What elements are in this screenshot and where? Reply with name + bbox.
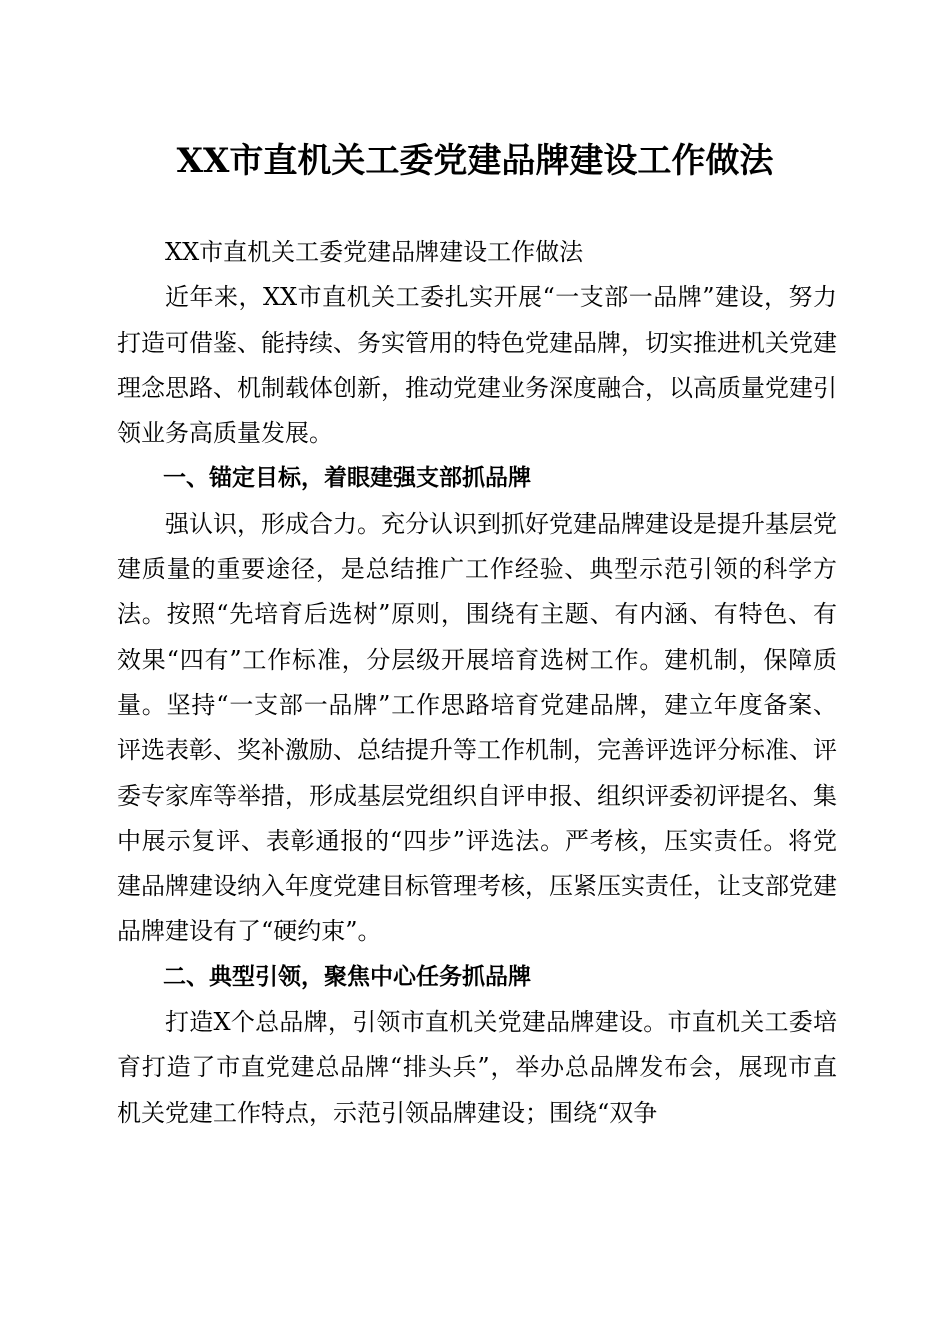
body-paragraph: 打造X个总品牌，引领市直机关党建品牌建设。市直机关工委培育打造了市直党建总品牌“排头兵”，举办总品牌发布会，展现市直机关党建工作特点，示范引领品牌建设；围绕“双争	[117, 1008, 837, 1127]
section-heading: 二、典型引领，聚焦中心任务抓品牌	[163, 963, 531, 990]
section-heading: 一、锚定目标，着眼建强支部抓品牌	[163, 465, 531, 492]
document-body	[117, 230, 837, 1136]
body-paragraph: 近年来，XX市直机关工委扎实开展“一支部一品牌”建设，努力打造可借鉴、能持续、务实管用的特色党建品牌，切实推进机关党建理念思路、机制载体创新，推动党建业务深度融合，以高质量党建引领业务高质量发展。	[117, 283, 837, 448]
document-title: XX市直机关工委党建品牌建设工作做法	[176, 141, 774, 181]
body-paragraph: 强认识，形成合力。充分认识到抓好党建品牌建设是提升基层党建质量的重要途径，是总结推广工作经验、典型示范引领的科学方法。按照“先培育后选树”原则，围绕有主题、有内涵、有特色、有效果“四有”工作标准，分层级开展培育选树工作。建机制，保障质量。坚持“一支部一品牌”工作思路培育党建品牌，建立年度备案、评选表彰、奖补激励、总结提升等工作机制，完善评选评分标准、评委专家库等举措，形成基层党组织自评申报、组织评委初评提名、集中展示复评、表彰通报的“四步”评选法。严考核，压实责任。将党建品牌建设纳入年度党建目标管理考核，压紧压实责任，让支部党建品牌建设有了“硬约束”。	[117, 509, 837, 946]
body-paragraph: XX市直机关工委党建品牌建设工作做法	[165, 238, 584, 266]
